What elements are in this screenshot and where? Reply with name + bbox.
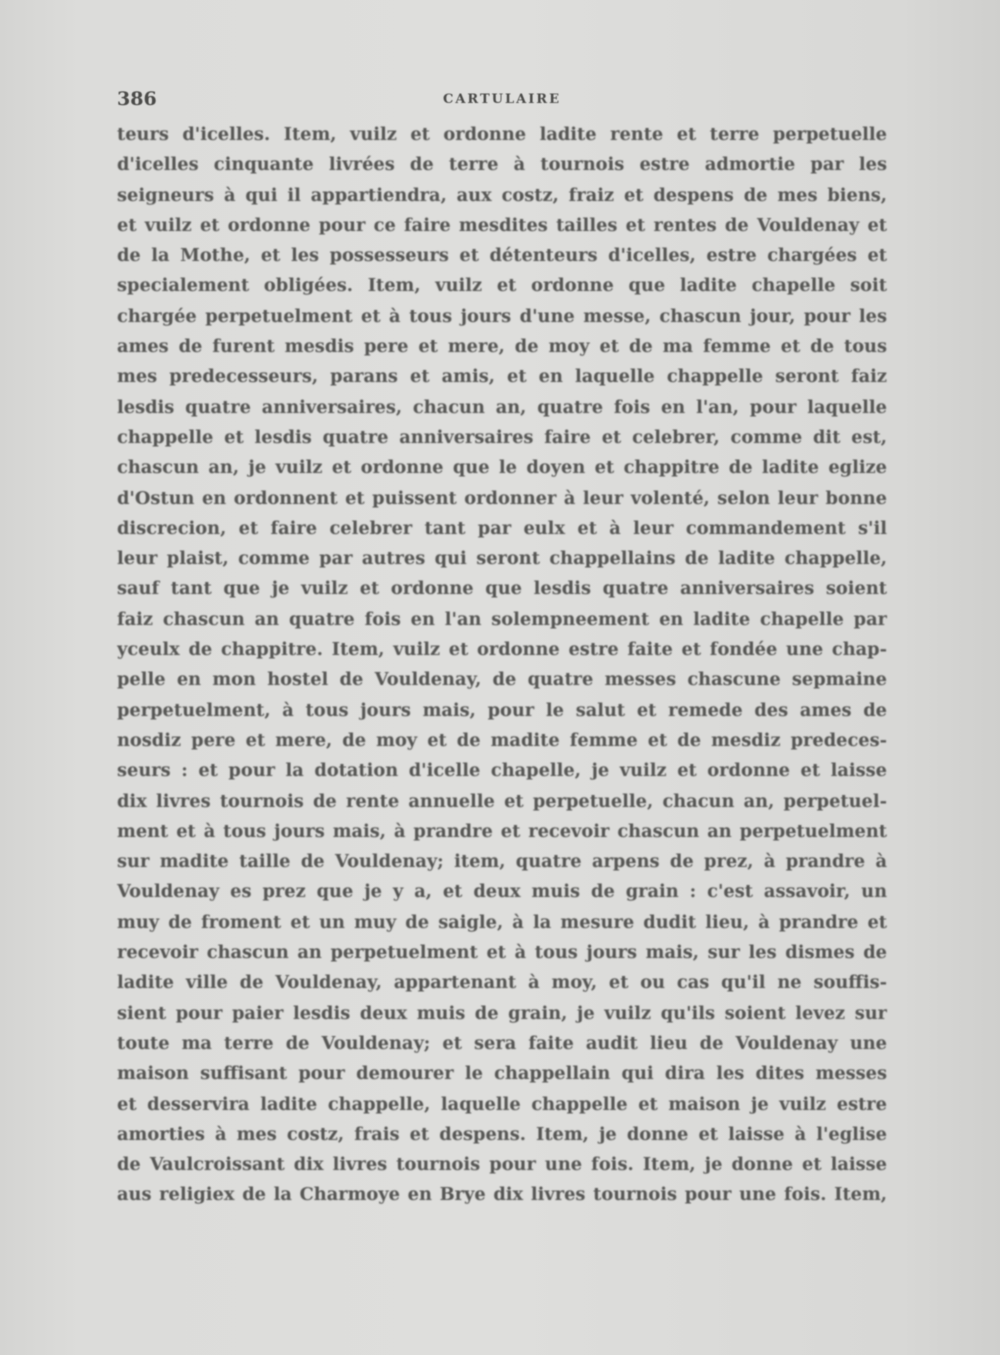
text-line: leur plaist, comme par autres qui seront chappellains de ladite chappelle, xyxy=(117,548,887,570)
text-line: chargée perpetuelment et à tous jours d'une messe, chascun jour, pour les xyxy=(117,305,887,327)
text-line: amorties à mes costz, frais et despens. Item, je donne et laisse à l'eglise xyxy=(117,1123,887,1145)
text-line: nosdiz pere et mere, de moy et de madite femme et de mesdiz predeces- xyxy=(117,729,887,751)
text-line: mes predecesseurs, parans et amis, et en laquelle chappelle seront faiz xyxy=(117,366,887,388)
text-line: discrecion, et faire celebrer tant par eulx et à leur commandement s'il xyxy=(117,517,887,539)
text-line: sient pour paier lesdis deux muis de grain, je vuilz qu'ils soient levez sur xyxy=(117,1002,887,1024)
text-line: de Vaulcroissant dix livres tournois pour une fois. Item, je donne et laisse xyxy=(117,1154,887,1176)
text-line: chappelle et lesdis quatre anniversaires faire et celebrer, comme dit est, xyxy=(117,426,887,448)
page-header xyxy=(117,88,887,114)
text-line: maison suffisant pour demourer le chappellain qui dira les dites messes xyxy=(117,1063,887,1085)
text-line: perpetuelment, à tous jours mais, pour le salut et remede des ames de xyxy=(117,699,887,721)
text-line: aus religiex de la Charmoye en Brye dix livres tournois pour une fois. Item, xyxy=(117,1184,887,1206)
text-line: specialement obligées. Item, vuilz et ordonne que ladite chapelle soit xyxy=(117,275,887,297)
text-line: toute ma terre de Vouldenay; et sera faite audit lieu de Vouldenay une xyxy=(117,1032,887,1054)
text-line: recevoir chascun an perpetuelment et à tous jours mais, sur les dismes de xyxy=(117,942,887,964)
text-line: yceulx de chappitre. Item, vuilz et ordonne estre faite et fondée une chap- xyxy=(117,639,887,661)
text-line: sur madite taille de Vouldenay; item, quatre arpens de prez, à prandre à xyxy=(117,851,887,873)
text-line: ames de furent mesdis pere et mere, de moy et de ma femme et de tous xyxy=(117,336,887,358)
text-line: dix livres tournois de rente annuelle et perpetuelle, chacun an, perpetuel- xyxy=(117,790,887,812)
text-line: seigneurs à qui il appartiendra, aux costz, fraiz et despens de mes biens, xyxy=(117,184,887,206)
text-line: faiz chascun an quatre fois en l'an solempneement en ladite chapelle par xyxy=(117,608,887,630)
text-line: seurs : et pour la dotation d'icelle chapelle, je vuilz et ordonne et laisse xyxy=(117,760,887,782)
text-line: d'icelles cinquante livrées de terre à tournois estre admortie par les xyxy=(117,154,887,176)
text-line: sauf tant que je vuilz et ordonne que lesdis quatre anniversaires soient xyxy=(117,578,887,600)
text-line: chascun an, je vuilz et ordonne que le doyen et chappitre de ladite eglize xyxy=(117,457,887,479)
text-line: d'Ostun en ordonnent et puissent ordonner à leur volenté, selon leur bonne xyxy=(117,487,887,509)
body-text xyxy=(117,120,887,1211)
text-line: pelle en mon hostel de Vouldenay, de quatre messes chascune sepmaine xyxy=(117,669,887,691)
text-line: ladite ville de Vouldenay, appartenant à moy, et ou cas qu'il ne souffis- xyxy=(117,972,887,994)
text-line: teurs d'icelles. Item, vuilz et ordonne ladite rente et terre perpetuelle xyxy=(117,124,887,145)
text-line: ment et à tous jours mais, à prandre et recevoir chascun an perpetuelment xyxy=(117,820,887,842)
text-line: muy de froment et un muy de saigle, à la mesure dudit lieu, à prandre et xyxy=(117,911,887,933)
text-line: lesdis quatre anniversaires, chacun an, quatre fois en l'an, pour laquelle xyxy=(117,396,887,418)
text-line: de la Mothe, et les possesseurs et détenteurs d'icelles, estre chargées et xyxy=(117,245,887,267)
text-line: Vouldenay es prez que je y a, et deux muis de grain : c'est assavoir, un xyxy=(117,881,887,903)
text-line: et desservira ladite chappelle, laquelle chappelle et maison je vuilz estre xyxy=(117,1093,887,1115)
running-title: CARTULAIRE xyxy=(442,92,562,107)
page-number: 386 xyxy=(117,88,157,110)
text-line: et vuilz et ordonne pour ce faire mesdites tailles et rentes de Vouldenay et xyxy=(117,214,887,236)
